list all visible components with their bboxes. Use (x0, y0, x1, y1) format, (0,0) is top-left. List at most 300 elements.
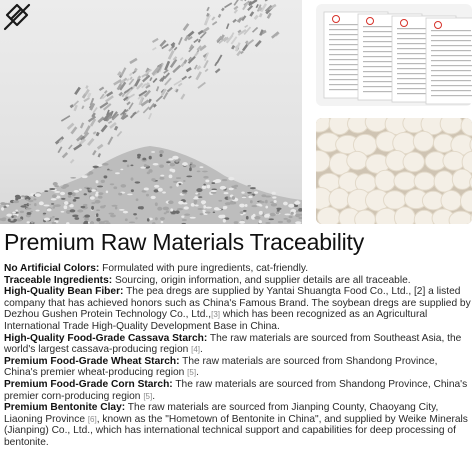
pile-granule (271, 203, 277, 206)
pile-granule (70, 209, 76, 212)
pile-granule (31, 221, 33, 224)
pile-granule (155, 202, 158, 206)
pile-granule (118, 193, 122, 196)
pile-granule (265, 222, 270, 224)
pile-granule (43, 205, 49, 207)
pile-granule (243, 210, 247, 212)
falling-granule (198, 30, 204, 35)
pile-granule (52, 194, 57, 198)
falling-granule (224, 2, 232, 8)
ingredient-text: Formulated with pure ingredients, cat-friendly. (99, 263, 309, 274)
falling-granule (93, 107, 98, 113)
pile-granule (259, 211, 263, 215)
falling-granule (221, 7, 225, 11)
pile-granule (61, 211, 65, 213)
pile-granule (81, 206, 86, 208)
falling-granule (259, 13, 263, 18)
falling-granule (255, 40, 262, 47)
falling-granule (105, 95, 114, 102)
pile-granule (1, 207, 4, 211)
pile-granule (170, 208, 173, 211)
pile-granule (178, 158, 181, 161)
pile-granule (82, 175, 88, 178)
pile-granule (169, 163, 175, 167)
pile-granule (199, 166, 203, 168)
pile-granule (245, 204, 248, 207)
pile-granule (72, 192, 76, 196)
ingredient-paragraph (4, 356, 472, 379)
falling-granule (141, 73, 146, 77)
pile-granule (72, 214, 78, 217)
pile-granule (8, 219, 11, 222)
pile-granule (33, 198, 36, 200)
pile-granule (127, 164, 130, 167)
pile-granule (232, 196, 235, 200)
ingredient-text: . (152, 390, 156, 402)
pile-granule (44, 190, 48, 192)
pile-granule (144, 188, 149, 191)
litter-granule (414, 210, 434, 224)
ingredient-text: The pea dregs are supplied by Yantai Shuangta Food Co., Ltd., [2] a listed company that has achieved honors such as China's Famous Brand. The soybean dregs are supplied by Dezhou Gushen Protein Technology Co., Ltd., (4, 286, 471, 321)
ingredient-label: Premium Food-Grade Wheat Starch: (4, 355, 180, 367)
falling-granule (256, 4, 259, 8)
pile-granule (211, 190, 217, 192)
pile-granule (276, 208, 281, 210)
pile-granule (27, 212, 32, 215)
pile-granule (147, 218, 150, 221)
ingredient-text: The raw materials are sourced from Shandong Province, China's premier wheat-producing region (4, 355, 438, 379)
citation-mark: [5] (143, 391, 153, 401)
pile-granule (111, 205, 117, 207)
pile-granule (183, 206, 188, 209)
pile-granule (207, 185, 211, 189)
pile-granule (259, 220, 262, 223)
pile-granule (43, 213, 46, 215)
pile-granule (295, 214, 300, 218)
pile-granule (140, 206, 144, 209)
ingredient-text: which has been recognized as an Agricultural International Trade High-Quality Development Base in China. (4, 309, 428, 332)
falling-granule (244, 0, 248, 1)
pile-granule (91, 189, 96, 191)
pile-granule (277, 210, 280, 212)
pile-granule (108, 170, 113, 172)
pile-granule (84, 218, 89, 221)
pile-granule (222, 179, 227, 181)
falling-granule (214, 62, 218, 66)
falling-granule (232, 19, 236, 23)
pile-granule (55, 218, 59, 220)
falling-granule (129, 93, 135, 98)
ingredient-label: Premium Food-Grade Corn Starch: (4, 378, 173, 390)
pile-granule (0, 202, 5, 205)
litter-granule (317, 207, 340, 224)
falling-granule (104, 90, 108, 94)
falling-granule (226, 23, 229, 29)
falling-granule (206, 7, 209, 12)
pile-granule (177, 208, 183, 210)
falling-granule (193, 39, 198, 44)
pile-granule (265, 200, 268, 204)
pile-granule (228, 197, 231, 200)
litter-granule (347, 151, 368, 170)
falling-granule (218, 14, 222, 18)
pile-granule (164, 212, 167, 214)
tofu-litter-granules-image (316, 118, 472, 224)
pile-granule (202, 171, 208, 173)
falling-granule (101, 124, 108, 132)
pile-granule (146, 194, 149, 197)
ingredient-paragraph (4, 286, 472, 332)
pile-granule (270, 213, 276, 217)
pile-granule (284, 214, 290, 216)
pile-granule (221, 215, 225, 218)
pile-granule (250, 187, 256, 189)
pile-granule (160, 217, 165, 220)
litter-granule (413, 131, 433, 151)
pile-granule (172, 156, 178, 160)
pile-granule (162, 191, 166, 193)
pile-granule (223, 206, 228, 208)
falling-granule (254, 15, 259, 20)
falling-granule (240, 0, 244, 1)
falling-granule (85, 85, 88, 89)
pile-granule (84, 193, 87, 195)
ingredient-label: No Artificial Colors: (4, 263, 100, 274)
certificate-documents-illustration (316, 4, 472, 106)
image-collage (0, 0, 474, 226)
pile-granule (101, 180, 105, 183)
pile-granule (96, 213, 99, 217)
pile-granule (131, 177, 134, 180)
pile-granule (182, 162, 188, 166)
ingredient-text: . (196, 367, 199, 379)
pile-granule (44, 218, 50, 221)
pile-granule (102, 163, 108, 166)
pile-granule (133, 213, 137, 215)
pile-granule (77, 209, 83, 212)
pile-granule (198, 208, 203, 210)
page-title: Premium Raw Materials Traceability (4, 229, 365, 255)
pile-granule (127, 194, 132, 196)
pile-granule (195, 193, 198, 195)
falling-granule (249, 11, 254, 17)
falling-granule (74, 87, 81, 95)
pile-granule (202, 185, 207, 189)
falling-granule (61, 115, 70, 122)
falling-granule (186, 67, 192, 72)
pile-granule (79, 189, 82, 191)
falling-granule (99, 87, 104, 92)
pile-granule (206, 207, 212, 209)
litter-granule (403, 152, 424, 172)
pile-granule (20, 211, 24, 213)
pile-granule (135, 217, 137, 219)
falling-granule (164, 61, 170, 71)
pile-granule (151, 196, 156, 199)
pile-granule (96, 180, 99, 183)
falling-granule (195, 71, 202, 80)
litter-granule (440, 118, 462, 134)
falling-granule (80, 122, 84, 128)
pile-granule (119, 209, 125, 211)
pile-granule (176, 177, 181, 179)
pile-granule (202, 210, 205, 212)
pile-granule (74, 217, 79, 220)
pile-granule (264, 214, 268, 218)
pile-granule (13, 200, 19, 203)
pile-granule (96, 218, 100, 221)
pile-granule (158, 188, 163, 192)
falling-granule (233, 0, 239, 6)
pile-granule (250, 200, 253, 203)
falling-granule (70, 159, 75, 164)
pile-granule (283, 218, 287, 220)
pile-granule (247, 192, 252, 194)
pile-granule (190, 164, 196, 167)
pile-granule (84, 214, 90, 217)
litter-granule (329, 188, 349, 209)
pile-granule (60, 192, 65, 195)
ingredient-text: Sourcing, origin information, and supplier details are all traceable. (112, 274, 411, 286)
falling-granule (156, 86, 159, 91)
pile-granule (96, 209, 100, 211)
pile-granule (110, 214, 116, 217)
pile-granule (144, 164, 147, 167)
pile-granule (95, 193, 98, 196)
litter-granule (394, 207, 415, 224)
pile-granule (64, 201, 69, 205)
pile-granule (175, 210, 180, 214)
pile-granule (182, 219, 187, 221)
pile-granule (288, 216, 292, 218)
pile-granule (231, 186, 236, 188)
pile-granule (68, 192, 73, 195)
pile-granule (13, 219, 17, 222)
pile-granule (251, 205, 257, 207)
pile-granule (211, 188, 216, 190)
falling-granule (234, 9, 238, 14)
pile-granule (16, 218, 22, 221)
falling-granule (252, 27, 258, 33)
pile-granule (50, 217, 53, 219)
pile-granule (104, 175, 108, 178)
pile-granule (51, 203, 54, 205)
pile-granule (183, 180, 186, 182)
ingredient-description (4, 263, 472, 449)
litter-granule (414, 172, 435, 190)
pile-granule (295, 202, 299, 204)
pile-granule (54, 191, 60, 193)
pile-granule (169, 174, 173, 178)
falling-granule (67, 123, 75, 130)
citation-mark: [3] (211, 310, 220, 320)
citation-mark: [6] (87, 414, 97, 424)
pile-granule (30, 211, 32, 213)
pile-granule (103, 205, 106, 207)
no-dye-icon (0, 0, 34, 34)
falling-granule (68, 144, 73, 149)
pile-granule (220, 186, 226, 190)
pile-granule (224, 192, 229, 194)
falling-granule (117, 131, 123, 137)
pile-granule (39, 201, 44, 205)
ingredient-paragraph (4, 379, 472, 402)
falling-granule (149, 77, 152, 81)
pile-granule (123, 211, 128, 214)
pile-granule (215, 179, 221, 183)
falling-granule (55, 136, 64, 145)
litter-granule (441, 191, 462, 211)
pile-granule (26, 208, 32, 210)
falling-granule (180, 94, 185, 100)
pile-granule (53, 205, 59, 207)
pile-granule (151, 178, 155, 181)
pile-granule (211, 182, 215, 184)
pile-granule (200, 213, 204, 215)
falling-granule (108, 121, 112, 125)
falling-granule (70, 104, 74, 108)
pile-granule (272, 192, 276, 195)
pile-granule (97, 185, 103, 187)
pile-granule (91, 206, 94, 210)
pile-granule (15, 197, 18, 200)
pile-granule (6, 205, 10, 207)
falling-granule (205, 69, 209, 73)
pile-granule (194, 201, 197, 204)
pile-granule (84, 221, 88, 224)
litter-pouring-image (0, 0, 302, 224)
pile-granule (159, 164, 164, 167)
litter-granule (355, 210, 376, 224)
pile-granule (35, 210, 39, 212)
falling-granule (92, 150, 97, 156)
pile-granule (272, 196, 276, 198)
document-page (426, 18, 472, 104)
litter-granule (329, 118, 350, 135)
pile-granule (109, 213, 115, 215)
pile-granule (223, 219, 226, 223)
falling-granule (170, 59, 177, 68)
pile-granule (47, 208, 52, 211)
ingredient-text: The raw materials are sourced from Southeast Asia, the world's largest cassava-producing region (4, 332, 462, 356)
falling-granule (93, 131, 97, 135)
pile-granule (136, 198, 139, 201)
pile-granule (278, 221, 283, 223)
pile-granule (254, 191, 258, 194)
pile-granule (213, 211, 216, 213)
pile-granule (120, 169, 123, 171)
pile-granule (273, 200, 276, 203)
pile-granule (248, 195, 252, 198)
litter-granule (394, 172, 417, 190)
pile-granule (254, 216, 260, 219)
pile-granule (51, 198, 57, 200)
pile-granule (197, 171, 201, 173)
pile-granule (106, 191, 108, 194)
pile-granule (198, 196, 202, 198)
pile-granule (115, 172, 120, 174)
falling-granule (247, 5, 253, 11)
pile-granule (87, 188, 90, 190)
pile-granule (64, 205, 68, 209)
falling-granule (114, 126, 118, 131)
falling-granule (181, 76, 187, 81)
falling-granule (188, 76, 192, 79)
pile-granule (288, 204, 294, 208)
falling-granule (265, 0, 272, 2)
pile-granule (115, 207, 118, 210)
pile-granule (256, 204, 262, 206)
pile-granule (287, 219, 292, 223)
falling-granule (129, 58, 137, 64)
pile-granule (129, 221, 135, 223)
falling-granule (168, 50, 175, 60)
pile-granule (154, 185, 159, 188)
falling-granule (87, 138, 94, 146)
falling-granule (98, 153, 101, 157)
pile-granule (11, 215, 13, 218)
pile-granule (95, 200, 101, 204)
pile-granule (142, 158, 146, 161)
ingredient-paragraph (4, 333, 472, 356)
litter-granule (384, 191, 406, 209)
pile-granule (74, 197, 80, 199)
ingredient-label: High-Quality Food-Grade Cassava Starch: (4, 332, 208, 344)
pile-granule (137, 156, 140, 159)
pile-granule (283, 202, 288, 206)
pile-granule (93, 166, 99, 168)
falling-granule (180, 57, 184, 61)
falling-granule (178, 37, 183, 45)
falling-granule (212, 21, 217, 26)
ingredient-text: , known as the "Hometown of Bentonite in China", and supplied by Weike Minerals (Jianping) Co., Ltd., which has international technical support and capabilities for deep processing of bentonite. (4, 413, 468, 448)
pile-granule (163, 207, 169, 211)
falling-granule (183, 23, 190, 31)
pile-granule (181, 216, 184, 218)
pile-granule (259, 201, 265, 203)
pile-granule (230, 201, 235, 204)
falling-granule (172, 65, 181, 73)
pile-granule (246, 216, 249, 220)
pile-granule (239, 221, 245, 224)
pile-granule (61, 198, 65, 200)
pile-granule (110, 183, 114, 185)
falling-granule (107, 136, 113, 145)
falling-granule (174, 47, 178, 51)
pile-granule (216, 209, 222, 211)
pile-granule (253, 214, 256, 216)
falling-granule (129, 73, 133, 77)
pile-granule (169, 168, 173, 171)
pile-granule (151, 151, 155, 153)
pile-granule (159, 150, 164, 154)
pile-granule (195, 205, 199, 207)
pile-granule (135, 181, 141, 183)
pile-granule (239, 204, 245, 208)
falling-granule (231, 45, 235, 50)
falling-granule (152, 38, 159, 43)
pile-granule (218, 200, 222, 202)
pile-granule (228, 177, 234, 180)
falling-granule (148, 113, 152, 119)
ingredient-label: Traceable Ingredients: (4, 274, 113, 286)
pile-granule (125, 218, 128, 221)
pile-granule (265, 206, 268, 209)
pile-granule (142, 190, 147, 192)
pile-granule (186, 175, 192, 177)
litter-granule (375, 170, 396, 191)
falling-granule (62, 152, 68, 158)
